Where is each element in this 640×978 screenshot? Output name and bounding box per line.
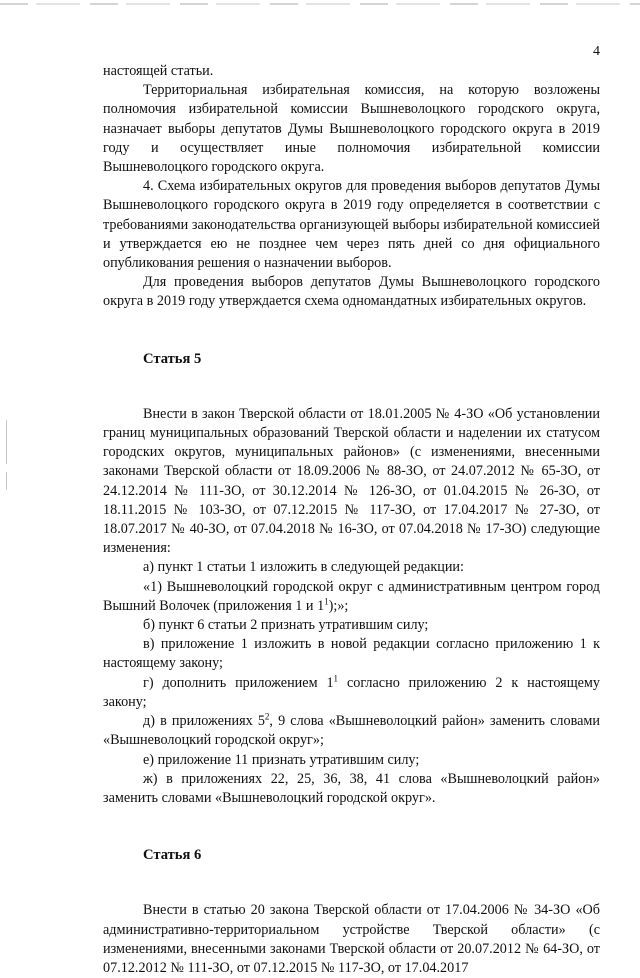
- paragraph: Внести в закон Тверской области от 18.01.2005 № 4-ЗО «Об установлении границ муниципальных образований Тверской области и наделении их статусом городских округов, муниципальных районов» (с изменениями, внесенными законами Тверской области от 18.09.2006 № 88-ЗО, от 24.07.2012 № 65-ЗО, от 24.12.2014 № 111-ЗО, от 30.12.2014 № 126-ЗО, от 01.04.2015 № 26-ЗО, от 18.11.2015 № 103-ЗО, от 07.12.2015 № 117-ЗО, от 17.04.2017 № 27-ЗО, от 18.07.2017 № 40-ЗО, от 07.04.2018 № 16-ЗО, от 07.04.2018 № 17-ЗО) следующие изменения:: [103, 405, 600, 557]
- article-heading: Статья 6: [143, 847, 202, 864]
- page-number: 4: [593, 44, 600, 59]
- paragraph: Территориальная избирательная комиссия, на которую возложены полномочия избирательной комиссии Вышневолоцкого городского округа, назначает выборы депутатов Думы Вышневолоцкого городского округа в 2019 году и осуществляет иные полномочия избирательной комиссии Вышневолоцкого городского округа.: [103, 82, 600, 176]
- list-item: ж) в приложениях 22, 25, 36, 38, 41 слова «Вышневолоцкий район» заменить словами «Вышневолоцкий городской округ».: [103, 770, 600, 806]
- scan-side-mark: [6, 472, 7, 490]
- list-item: а) пункт 1 статьи 1 изложить в следующей редакции:: [143, 559, 464, 576]
- document-body: [103, 62, 600, 978]
- list-item: б) пункт 6 статьи 2 признать утратившим силу;: [143, 617, 429, 634]
- list-item: е) приложение 11 признать утратившим силу;: [143, 751, 420, 768]
- list-item: г) дополнить приложением $1^1$ согласно приложению 2 к настоящему закону;: [103, 672, 600, 710]
- article-heading: Статья 5: [143, 350, 202, 367]
- list-item: д) в приложениях $5^2$, 9 слова «Вышневолоцкий район» заменить словами «Вышневолоцкий городской округ»;: [103, 711, 600, 749]
- paragraph: 4. Схема избирательных округов для проведения выборов депутатов Думы Вышневолоцкого городского округа в 2019 году определяется в соответствии с требованиями законодательства организующей выборы избирательной комиссией и утверждается ею не позднее чем через пять дней со дня официального опубликования решения о назначении выборов.: [103, 178, 600, 272]
- list-item: «1) Вышневолоцкий городской округ с административным центром город Вышний Волочек (приложения 1 и $1^1$);»;: [103, 578, 600, 614]
- scan-side-mark: [6, 420, 7, 464]
- paragraph: настоящей статьи.: [103, 63, 214, 79]
- scan-artifact-line: [0, 3, 640, 5]
- list-item: в) приложение 1 изложить в новой редакции согласно приложению 1 к настоящему закону;: [103, 636, 600, 672]
- paragraph: Для проведения выборов депутатов Думы Вышневолоцкого городского округа в 2019 году утверждается схема одномандатных избирательных округов.: [103, 274, 600, 310]
- paragraph: Внести в статью 20 закона Тверской области от 17.04.2006 № 34-ЗО «Об административно-территориальном устройстве Тверской области» (с изменениями, внесенными законами Тверской области от 20.07.2012 № 64-ЗО, от 07.12.2012 № 111-ЗО, от 07.12.2015 № 117-ЗО, от 17.04.2017: [103, 902, 600, 976]
